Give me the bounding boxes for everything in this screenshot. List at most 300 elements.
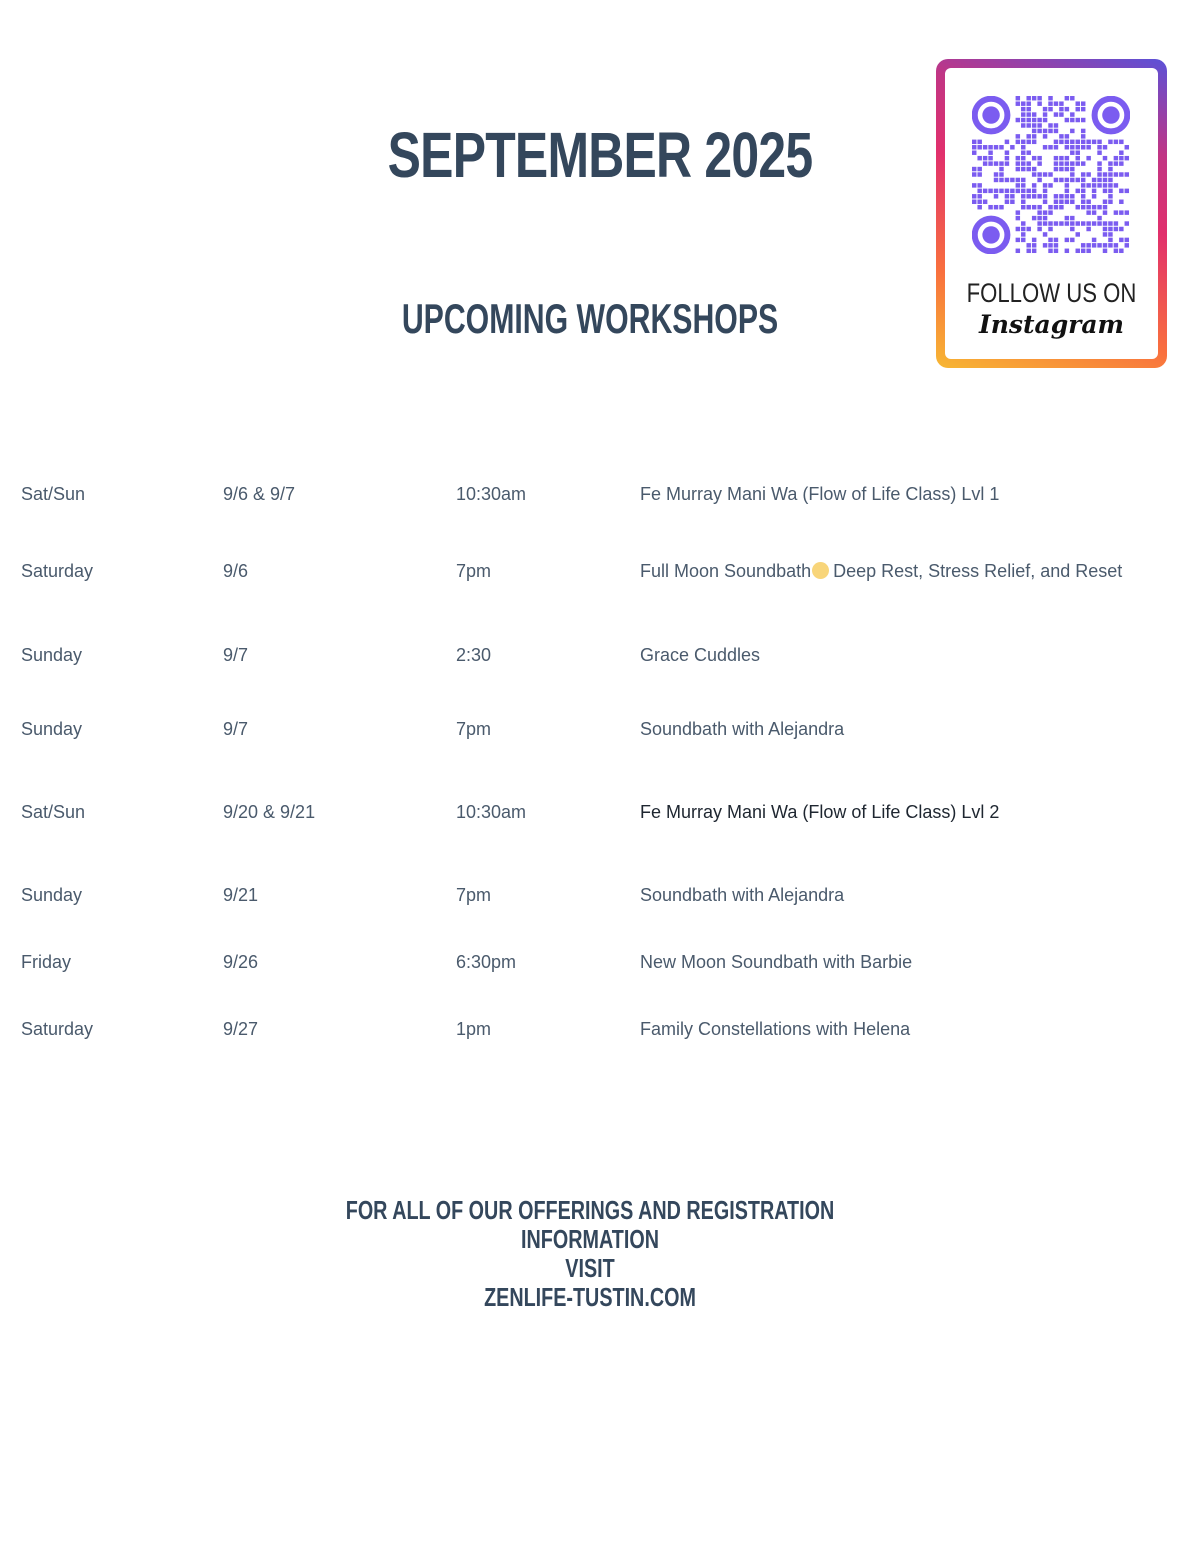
event-row	[0, 645, 1200, 675]
event-title-after: Deep Rest, Stress Relief, and Reset	[833, 561, 1123, 581]
qr-module	[1097, 216, 1101, 220]
qr-module	[1021, 150, 1025, 154]
qr-module	[1048, 238, 1052, 242]
qr-module	[1070, 238, 1074, 242]
full-moon-icon	[812, 562, 829, 579]
qr-module	[1070, 129, 1074, 133]
qr-module	[1070, 200, 1074, 204]
qr-module	[1065, 221, 1069, 225]
qr-module	[1005, 150, 1009, 154]
qr-module	[1119, 172, 1123, 176]
qr-module	[1081, 140, 1085, 144]
qr-module	[1026, 123, 1030, 127]
event-row	[0, 885, 1200, 915]
qr-module	[1086, 249, 1090, 253]
event-day: Saturday	[21, 561, 94, 581]
qr-module	[1065, 167, 1069, 171]
qr-module	[1054, 194, 1058, 198]
qr-module	[1097, 150, 1101, 154]
qr-module	[1043, 129, 1047, 133]
qr-module	[1016, 178, 1020, 182]
qr-module	[1005, 156, 1009, 160]
qr-module	[1108, 178, 1112, 182]
qr-module	[1048, 221, 1052, 225]
qr-module	[1081, 249, 1085, 253]
qr-module	[1070, 216, 1074, 220]
qr-module	[1092, 210, 1096, 214]
qr-module	[1043, 189, 1047, 193]
qr-module	[1103, 243, 1107, 247]
qr-module	[1026, 134, 1030, 138]
qr-module	[1097, 140, 1101, 144]
qr-module	[1043, 200, 1047, 204]
qr-module	[1032, 183, 1036, 187]
qr-module	[1108, 189, 1112, 193]
qr-module	[1070, 118, 1074, 122]
qr-module	[1054, 238, 1058, 242]
qr-module	[1016, 156, 1020, 160]
qr-module	[1065, 134, 1069, 138]
qr-module	[1070, 172, 1074, 176]
qr-module	[983, 145, 987, 149]
qr-module	[1119, 189, 1123, 193]
event-title: Soundbath with Alejandra	[640, 885, 845, 905]
qr-module	[1065, 194, 1069, 198]
qr-module	[1005, 189, 1009, 193]
qr-module	[1048, 145, 1052, 149]
qr-module	[1054, 205, 1058, 209]
qr-module	[1021, 200, 1025, 204]
qr-module	[1059, 107, 1063, 111]
event-date: 9/6	[223, 561, 249, 581]
qr-module	[1081, 129, 1085, 133]
qr-module	[1081, 189, 1085, 193]
qr-module	[1026, 150, 1030, 154]
qr-module	[1103, 210, 1107, 214]
qr-module	[1021, 101, 1025, 105]
event-day: Sat/Sun	[21, 802, 86, 822]
qr-module	[1108, 167, 1112, 171]
qr-module	[1054, 156, 1058, 160]
qr-module	[1021, 167, 1025, 171]
qr-module	[1097, 221, 1101, 225]
qr-module	[972, 194, 976, 198]
event-time: 10:30am	[456, 802, 527, 822]
qr-module	[1032, 205, 1036, 209]
qr-module	[1037, 210, 1041, 214]
qr-module	[1108, 232, 1112, 236]
qr-module	[1097, 161, 1101, 165]
qr-module	[1043, 183, 1047, 187]
qr-module	[1021, 232, 1025, 236]
qr-module	[1059, 221, 1063, 225]
qr-module	[1026, 96, 1030, 100]
qr-module	[1108, 161, 1112, 165]
qr-module	[1103, 178, 1107, 182]
qr-module	[1048, 243, 1052, 247]
qr-module	[1021, 140, 1025, 144]
qr-module	[1043, 243, 1047, 247]
event-row	[0, 1019, 1200, 1049]
qr-module	[1103, 189, 1107, 193]
qr-module	[1026, 140, 1030, 144]
qr-module	[983, 200, 987, 204]
qr-module	[1103, 156, 1107, 160]
qr-module	[994, 178, 998, 182]
qr-module	[977, 145, 981, 149]
qr-module	[1016, 101, 1020, 105]
qr-module	[988, 156, 992, 160]
qr-module	[1119, 161, 1123, 165]
qr-module	[1103, 205, 1107, 209]
qr-module	[1010, 189, 1014, 193]
qr-module	[994, 189, 998, 193]
qr-module	[1032, 96, 1036, 100]
qr-module	[1125, 243, 1129, 247]
qr-module	[1037, 129, 1041, 133]
event-date: 9/26	[223, 952, 259, 972]
qr-module	[1005, 200, 1009, 204]
event-time: 2:30	[456, 645, 492, 665]
qr-module	[1021, 189, 1025, 193]
qr-module	[1026, 189, 1030, 193]
qr-module	[999, 167, 1003, 171]
qr-module	[1016, 161, 1020, 165]
qr-module	[1043, 145, 1047, 149]
event-title: Full Moon Soundbath	[640, 561, 812, 581]
qr-module	[972, 167, 976, 171]
qr-module	[1065, 145, 1069, 149]
event-row	[0, 484, 1200, 514]
qr-module	[1086, 221, 1090, 225]
qr-module	[1021, 118, 1025, 122]
qr-module	[1086, 172, 1090, 176]
qr-module	[1097, 167, 1101, 171]
qr-module	[1070, 150, 1074, 154]
qr-module	[1037, 178, 1041, 182]
qr-module	[1054, 200, 1058, 204]
qr-module	[1048, 123, 1052, 127]
qr-module	[1032, 118, 1036, 122]
qr-module	[1081, 118, 1085, 122]
qr-module	[1114, 210, 1118, 214]
qr-module	[1026, 243, 1030, 247]
qr-module	[977, 189, 981, 193]
qr-module	[1103, 145, 1107, 149]
qr-module	[1097, 183, 1101, 187]
qr-module	[1076, 205, 1080, 209]
qr-module	[1070, 194, 1074, 198]
qr-module	[1092, 189, 1096, 193]
qr-module	[972, 183, 976, 187]
qr-module	[1125, 145, 1129, 149]
qr-module	[1021, 123, 1025, 127]
qr-module	[1048, 172, 1052, 176]
qr-module	[1076, 118, 1080, 122]
event-title: New Moon Soundbath with Barbie	[640, 952, 913, 972]
qr-module	[1010, 200, 1014, 204]
qr-module	[1026, 161, 1030, 165]
qr-module	[1016, 134, 1020, 138]
qr-module	[977, 172, 981, 176]
qr-module	[1026, 249, 1030, 253]
qr-module	[1081, 145, 1085, 149]
qr-module	[1059, 200, 1063, 204]
qr-module	[999, 161, 1003, 165]
qr-module	[1032, 172, 1036, 176]
qr-module	[1059, 101, 1063, 105]
qr-module	[1037, 156, 1041, 160]
qr-module	[1032, 194, 1036, 198]
qr-module	[1108, 243, 1112, 247]
qr-module	[1070, 227, 1074, 231]
footer-line-offerings: FOR ALL OF OUR OFFERINGS AND REGISTRATION INFORMATION	[345, 1195, 835, 1254]
qr-module	[1092, 183, 1096, 187]
qr-module	[1054, 101, 1058, 105]
qr-module	[1021, 178, 1025, 182]
qr-module	[1059, 140, 1063, 144]
event-title: Grace Cuddles	[640, 645, 761, 665]
qr-module	[1070, 140, 1074, 144]
qr-module	[999, 145, 1003, 149]
event-time: 7pm	[456, 885, 492, 905]
qr-module	[1059, 205, 1063, 209]
qr-module	[1103, 249, 1107, 253]
qr-module	[1043, 232, 1047, 236]
event-time: 10:30am	[456, 484, 527, 504]
qr-module	[1125, 172, 1129, 176]
qr-module	[1054, 161, 1058, 165]
qr-module	[1032, 140, 1036, 144]
qr-module	[1125, 156, 1129, 160]
qr-module	[1059, 161, 1063, 165]
qr-module	[1119, 249, 1123, 253]
qr-module	[1103, 183, 1107, 187]
qr-module	[1086, 200, 1090, 204]
qr-module	[1054, 249, 1058, 253]
qr-module	[972, 172, 976, 176]
qr-module	[1070, 161, 1074, 165]
qr-module	[1081, 107, 1085, 111]
qr-module	[1070, 167, 1074, 171]
qr-module	[1037, 227, 1041, 231]
qr-module	[1070, 221, 1074, 225]
qr-module	[994, 194, 998, 198]
qr-module	[1076, 178, 1080, 182]
qr-module	[1026, 194, 1030, 198]
qr-module	[1092, 178, 1096, 182]
qr-module	[1010, 145, 1014, 149]
qr-module	[1119, 227, 1123, 231]
qr-module	[1059, 112, 1063, 116]
qr-module	[1065, 118, 1069, 122]
event-time: 7pm	[456, 719, 492, 739]
qr-module	[1092, 238, 1096, 242]
qr-module	[1076, 107, 1080, 111]
qr-module	[1026, 107, 1030, 111]
qr-module	[1026, 167, 1030, 171]
qr-module	[1081, 194, 1085, 198]
qr-module	[1021, 107, 1025, 111]
qr-module	[1114, 221, 1118, 225]
qr-module	[1097, 178, 1101, 182]
qr-module	[1059, 167, 1063, 171]
qr-module	[1016, 96, 1020, 100]
event-date: 9/20 & 9/21	[223, 802, 316, 822]
qr-module	[972, 140, 976, 144]
qr-module	[1081, 200, 1085, 204]
qr-module	[977, 194, 981, 198]
event-time: 6:30pm	[456, 952, 517, 972]
qr-module	[988, 150, 992, 154]
qr-module	[1037, 172, 1041, 176]
qr-module	[1048, 96, 1052, 100]
event-title: Soundbath with Alejandra	[640, 719, 845, 739]
qr-module	[1026, 101, 1030, 105]
event-day: Sunday	[21, 645, 83, 665]
qr-module	[1119, 200, 1123, 204]
qr-module	[1021, 194, 1025, 198]
qr-module	[1065, 183, 1069, 187]
qr-module	[999, 172, 1003, 176]
event-date: 9/27	[223, 1019, 259, 1039]
qr-module	[1032, 216, 1036, 220]
qr-module	[1037, 216, 1041, 220]
qr-module	[1092, 205, 1096, 209]
qr-module	[1086, 210, 1090, 214]
qr-module	[1086, 156, 1090, 160]
qr-module	[1054, 123, 1058, 127]
qr-module	[1103, 221, 1107, 225]
qr-module	[1032, 243, 1036, 247]
qr-module	[1026, 118, 1030, 122]
qr-module	[1032, 189, 1036, 193]
qr-finder-dot	[982, 226, 999, 243]
qr-module	[1010, 194, 1014, 198]
qr-module	[1043, 172, 1047, 176]
qr-module	[1108, 238, 1112, 242]
qr-module	[1016, 118, 1020, 122]
qr-module	[1119, 140, 1123, 144]
qr-module	[1070, 178, 1074, 182]
qr-module	[1114, 249, 1118, 253]
qr-module	[1021, 156, 1025, 160]
qr-module	[1081, 161, 1085, 165]
qr-module	[1065, 249, 1069, 253]
qr-module	[1081, 172, 1085, 176]
qr-module	[988, 161, 992, 165]
qr-module	[1065, 96, 1069, 100]
qr-module	[977, 167, 981, 171]
qr-module	[972, 150, 976, 154]
qr-module	[1114, 172, 1118, 176]
qr-module	[1125, 221, 1129, 225]
event-day: Sunday	[21, 885, 83, 905]
qr-module	[1092, 194, 1096, 198]
page-title: SEPTEMBER 2025	[387, 119, 813, 191]
qr-module	[1065, 216, 1069, 220]
qr-module	[1021, 205, 1025, 209]
qr-module	[972, 200, 976, 204]
qr-module	[1005, 194, 1009, 198]
qr-module	[994, 172, 998, 176]
event-date: 9/7	[223, 645, 249, 665]
qr-module	[1092, 221, 1096, 225]
qr-module	[1114, 161, 1118, 165]
qr-module	[1076, 101, 1080, 105]
qr-module	[1016, 210, 1020, 214]
qr-module	[1016, 227, 1020, 231]
event-time: 7pm	[456, 561, 492, 581]
qr-module	[1092, 243, 1096, 247]
footer-info	[324, 1196, 856, 1312]
footer-line-visit: VISIT	[565, 1253, 615, 1283]
qr-module	[1021, 161, 1025, 165]
qr-module	[1103, 227, 1107, 231]
qr-module	[1125, 238, 1129, 242]
instagram-qr-card[interactable]	[936, 59, 1167, 368]
qr-module	[1048, 210, 1052, 214]
qr-code-icon[interactable]	[972, 96, 1130, 254]
qr-module	[1021, 112, 1025, 116]
qr-module	[1043, 134, 1047, 138]
event-day: Sunday	[21, 719, 83, 739]
qr-module	[972, 145, 976, 149]
event-date: 9/7	[223, 719, 249, 739]
qr-module	[1086, 183, 1090, 187]
event-date: 9/21	[223, 885, 259, 905]
qr-module	[1076, 249, 1080, 253]
qr-module	[1119, 210, 1123, 214]
qr-finder-dot	[1102, 106, 1119, 123]
qr-module	[999, 189, 1003, 193]
qr-module	[1032, 129, 1036, 133]
qr-module	[1097, 145, 1101, 149]
section-subtitle: UPCOMING WORKSHOPS	[401, 295, 779, 342]
qr-module	[1081, 134, 1085, 138]
qr-module	[983, 156, 987, 160]
qr-module	[1114, 227, 1118, 231]
event-row	[0, 952, 1200, 982]
event-row	[0, 561, 1200, 591]
qr-module	[1086, 145, 1090, 149]
qr-module	[1059, 134, 1063, 138]
qr-module	[1010, 178, 1014, 182]
qr-module	[1021, 145, 1025, 149]
event-day: Friday	[21, 952, 72, 972]
qr-module	[1043, 118, 1047, 122]
qr-module	[1114, 140, 1118, 144]
qr-module	[1114, 243, 1118, 247]
qr-module	[1076, 145, 1080, 149]
qr-module	[1086, 205, 1090, 209]
qr-module	[1048, 129, 1052, 133]
qr-module	[1037, 118, 1041, 122]
footer-website-link[interactable]: ZENLIFE-TUSTIN.COM	[484, 1282, 696, 1312]
qr-module	[999, 178, 1003, 182]
event-date: 9/6 & 9/7	[223, 484, 296, 504]
qr-module	[1108, 140, 1112, 144]
qr-module	[977, 156, 981, 160]
qr-module	[1048, 227, 1052, 231]
qr-module	[1005, 178, 1009, 182]
qr-module	[1076, 140, 1080, 144]
event-title: Fe Murray Mani Wa (Flow of Life Class) Lvl 2	[640, 802, 1000, 822]
qr-module	[1016, 238, 1020, 242]
qr-module	[1016, 249, 1020, 253]
qr-module	[1043, 210, 1047, 214]
qr-module	[1048, 101, 1052, 105]
